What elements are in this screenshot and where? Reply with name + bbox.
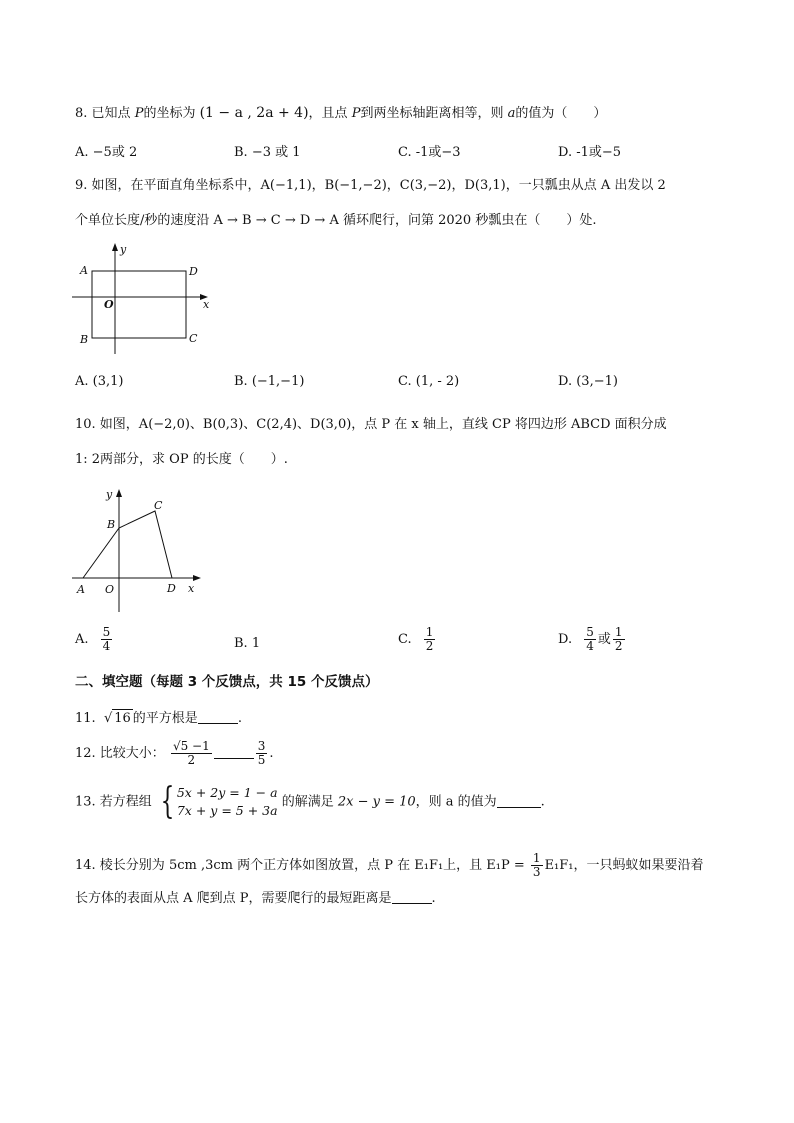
q12-answer-blank[interactable] bbox=[214, 746, 254, 759]
q9-option-d[interactable]: D. (3,−1) bbox=[558, 374, 618, 389]
q9-label-d: D bbox=[189, 265, 198, 278]
q9-y-arrow bbox=[112, 243, 118, 251]
q10-label-b: B bbox=[107, 518, 116, 531]
q10-figure bbox=[70, 482, 210, 614]
q10-label-c: C bbox=[154, 499, 163, 512]
q9-label-b: B bbox=[80, 333, 89, 346]
q10-stem-line1: 10. 如图，A(−2,0)、B(0,3)、C(2,4)、D(3,0)，点 P 在 x 轴上，直线 CP 将四边形 ABCD 面积分成 bbox=[75, 417, 667, 432]
q10-option-a[interactable]: A. $\frac{5}{4}$ bbox=[75, 625, 111, 653]
q9-label-c: C bbox=[189, 332, 198, 345]
q13-eq2: 7x + y = 5 + 3a bbox=[176, 803, 278, 818]
q10-label-a: A bbox=[77, 583, 85, 596]
q13-equation-system: { 5x + 2y = 1 − a 7x + y = 5 + 3a bbox=[160, 781, 278, 822]
q13-eq1: 5x + 2y = 1 − a bbox=[176, 785, 278, 800]
q12-stem: 12. 比较大小： $\frac{√5 -1}{2}$ $\frac{3}{5}$ . bbox=[75, 739, 274, 767]
q14-stem-line1: 14. 棱长分别为 5cm ,3cm 两个正方体如图放置，点 P 在 E₁F₁上，且 E₁P = $\frac{1}{3}$ E₁F₁，一只蚂蚁如果要沿着 bbox=[75, 851, 704, 879]
q9-option-a[interactable]: A. (3,1) bbox=[75, 374, 124, 389]
q9-label-y: y bbox=[120, 243, 127, 256]
q10-y-arrow bbox=[116, 489, 122, 497]
section-heading: 二、填空题（每题 3 个反馈点，共 15 个反馈点） bbox=[75, 674, 379, 690]
q9-option-c[interactable]: C. (1, - 2) bbox=[398, 374, 460, 389]
q9-option-b[interactable]: B. (−1,−1) bbox=[234, 374, 305, 389]
q8-option-c[interactable]: C. -1或−3 bbox=[398, 145, 461, 160]
q10-option-c[interactable]: C. $\frac{1}{2}$ bbox=[398, 625, 434, 653]
q11-stem: 11. √ 16 的平方根是 . bbox=[75, 711, 242, 726]
q10-option-d[interactable]: D. $\frac{5}{4}$ 或 $\frac{1}{2}$ bbox=[558, 625, 623, 653]
q10-quadrilateral bbox=[83, 511, 172, 578]
q8-option-a[interactable]: A. −5或 2 bbox=[75, 145, 138, 160]
q13-stem: 13. 若方程组 { 5x + 2y = 1 − a 7x + y = 5 + 3a 的解满足 2x − y = 10，则 a 的值为 . bbox=[75, 781, 545, 822]
q9-stem-line1: 9. 如图，在平面直角坐标系中，A(−1,1)，B(−1,−2)，C(3,−2)，D(3,1)，一只瓢虫从点 A 出发以 2 bbox=[75, 178, 666, 193]
q10-stem-line2: 1: 2两部分，求 OP 的长度（ ）. bbox=[75, 452, 288, 467]
q9-stem-line2: 个单位长度/秒的速度沿 A → B → C → D → A 循环爬行，问第 2020 秒瓢虫在（ ）处. bbox=[75, 213, 597, 228]
q9-label-x: x bbox=[203, 298, 210, 311]
q9-figure bbox=[70, 240, 220, 360]
q9-label-o: O bbox=[104, 298, 114, 311]
q11-answer-blank[interactable] bbox=[198, 711, 238, 724]
q14-answer-blank[interactable] bbox=[392, 891, 432, 904]
q9-label-a: A bbox=[80, 264, 88, 277]
q10-label-d: D bbox=[167, 582, 176, 595]
q13-answer-blank[interactable] bbox=[497, 795, 541, 808]
q10-option-b[interactable]: B. 1 bbox=[234, 636, 261, 651]
q8-stem: 8. 已知点 P的坐标为 (1 − a , 2a + 4)，且点 P到两坐标轴距离相等，则 a的值为（ ） bbox=[75, 105, 607, 121]
q14-stem-line2: 长方体的表面从点 A 爬到点 P，需要爬行的最短距离是 . bbox=[75, 891, 436, 906]
q10-label-o: O bbox=[105, 583, 115, 596]
q8-option-d[interactable]: D. -1或−5 bbox=[558, 145, 622, 160]
q10-label-x: x bbox=[188, 582, 195, 595]
q8-option-b[interactable]: B. −3 或 1 bbox=[234, 145, 301, 160]
q10-label-y: y bbox=[106, 488, 113, 501]
q10-x-arrow bbox=[193, 575, 201, 581]
